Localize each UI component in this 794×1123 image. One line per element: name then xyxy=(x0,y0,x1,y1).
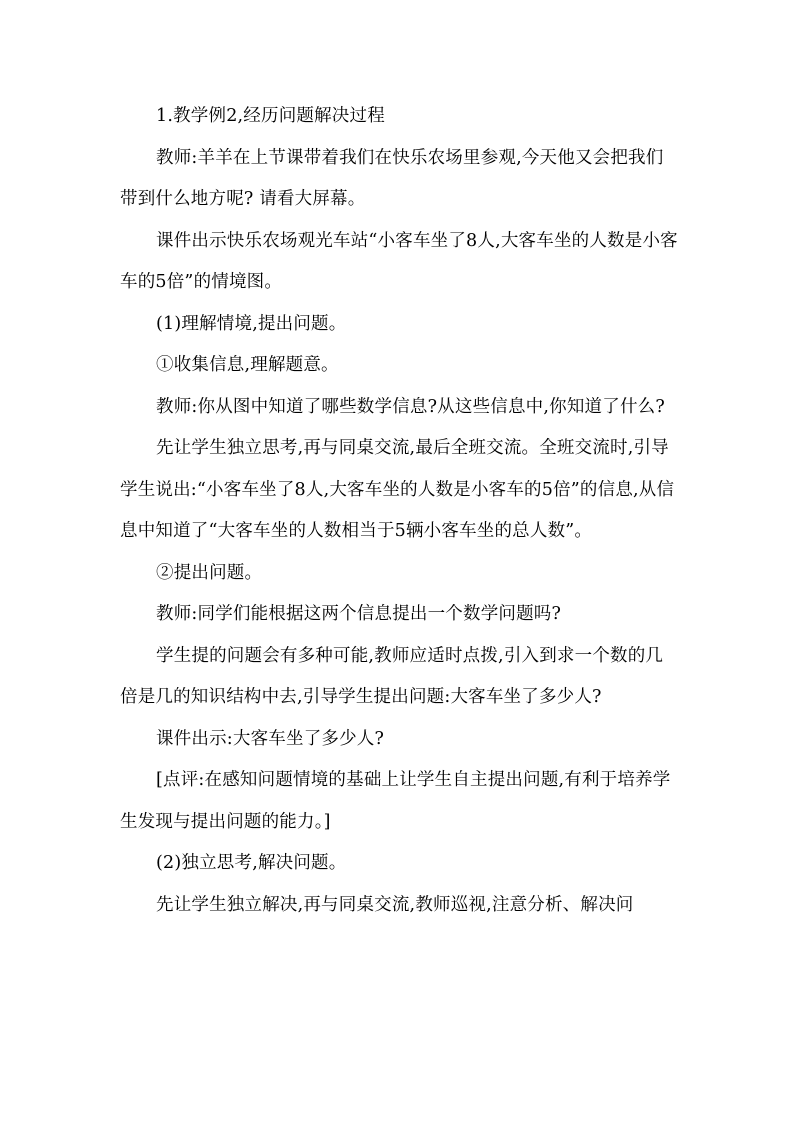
paragraph-13: (2)独立思考,解决问题。 xyxy=(156,853,347,873)
paragraph-1: 1.教学例2,经历问题解决过程 xyxy=(156,106,385,126)
paragraph-9: 教师:同学们能根据这两个信息提出一个数学问题吗? xyxy=(156,604,562,624)
document-body xyxy=(120,96,680,926)
paragraph-14: 先让学生独立解决,再与同桌交流,教师巡视,注意分析、解决问 xyxy=(156,894,634,915)
paragraph-7: 先让学生独立思考,再与同桌交流,最后全班交流。全班交流时,引导学生说出:“小客车坐了8人,大客车坐的人数是小客车的5倍”的信息,从信息中知道了“大客车坐的人数相当于5辆小客车坐的总人数”。 xyxy=(120,438,675,541)
paragraph-4: (1)理解情境,提出问题。 xyxy=(156,313,347,334)
paragraph-5: ①收集信息,理解题意。 xyxy=(156,355,339,375)
comment-note: [点评:在感知问题情境的基础上让学生自主提出问题,有利于培养学生发现与提出问题的能力。] xyxy=(120,770,671,832)
paragraph-10: 学生提的问题会有多种可能,教师应适时点拨,引入到求一个数的几倍是几的知识结构中去,引导学生提出问题:大客车坐了多少人? xyxy=(120,645,664,707)
paragraph-8: ②提出问题。 xyxy=(156,562,263,583)
paragraph-3: 课件出示快乐农场观光车站“小客车坐了8人,大客车坐的人数是小客车的5倍”的情境图。 xyxy=(120,230,678,292)
paragraph-2: 教师:羊羊在上节课带着我们在快乐农场里参观,今天他又会把我们带到什么地方呢? 请看大屏幕。 xyxy=(120,147,664,209)
paragraph-6: 教师:你从图中知道了哪些数学信息?从这些信息中,你知道了什么? xyxy=(156,396,665,417)
paragraph-11: 课件出示:大客车坐了多少人? xyxy=(156,728,385,749)
